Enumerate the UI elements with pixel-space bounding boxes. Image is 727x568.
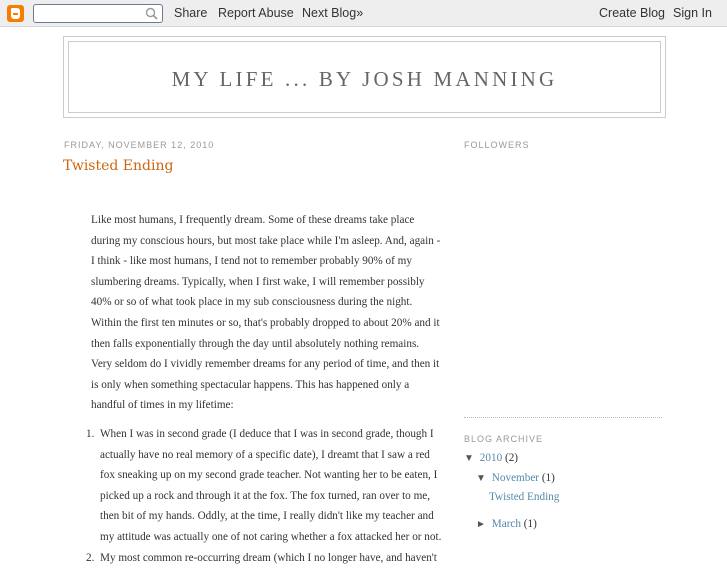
post-dream-list <box>86 424 446 568</box>
blog-archive-heading: BLOG ARCHIVE <box>464 434 544 444</box>
archive-month-link[interactable]: March <box>491 518 521 530</box>
archive-post-link[interactable]: Twisted Ending <box>489 491 560 503</box>
search-icon[interactable] <box>145 7 158 20</box>
list-text: My most common re-occurring dream (which I no longer have, and haven't <box>100 551 437 564</box>
blogger-navbar <box>0 0 727 27</box>
archive-year-count: (2) <box>504 452 519 464</box>
blog-title[interactable]: MY LIFE ... BY JOSH MANNING <box>171 67 558 91</box>
report-abuse-link[interactable]: Report Abuse <box>218 6 294 20</box>
logo-b-stroke <box>13 13 18 15</box>
archive-year-link[interactable]: 2010 <box>479 452 503 464</box>
archive-month-count: (1) <box>541 472 555 484</box>
post-body-intro: Like most humans, I frequently dream. Some of these dreams take place during my conscious hours, but most take place while I'm asleep. And, again - I think - like most humans, I tend not to remember probably 90% of my slumbering dreams. Typically, when I first wake, I will remember possibly 40% or so of what took place in my sub consciousness during the night. Within the first ten minutes or so, that's probably dropped to about 20% and it then falls exponentially through the day until absolutely nothing remains. Very seldom do I vividly remember dreams for any period of time, and then it is only when something spectacular happens. This has happened only a handful of times in my lifetime: <box>91 214 441 412</box>
list-number: 2. <box>86 551 95 564</box>
list-item <box>86 548 446 568</box>
collapse-triangle-icon[interactable]: ▼ <box>476 473 486 484</box>
expand-triangle-icon[interactable]: ► <box>476 519 486 530</box>
post-date: FRIDAY, NOVEMBER 12, 2010 <box>64 140 215 150</box>
sidebar-divider <box>464 417 662 418</box>
followers-heading: FOLLOWERS <box>464 140 530 150</box>
blog-header <box>63 36 666 118</box>
archive-month-count: (1) <box>523 518 537 530</box>
list-item <box>86 424 446 548</box>
archive-month-march <box>476 518 537 530</box>
list-number: 1. <box>86 428 95 440</box>
next-blog-link[interactable]: Next Blog» <box>302 6 364 20</box>
post-title[interactable]: Twisted Ending <box>63 158 174 174</box>
share-link[interactable]: Share <box>174 6 208 20</box>
archive-month-link[interactable]: November <box>491 472 540 484</box>
blogger-logo-icon[interactable] <box>7 5 24 22</box>
archive-post-twisted-ending <box>489 491 559 503</box>
list-text: When I was in second grade (I deduce that I was in second grade, though I actually have no real memory of a specific date), I dreamt that I saw a red fox sneaking up on my second grade teacher. Not wanting her to be eaten, I picked up a rock and through it at the fox. The fox turned, ran over to me, then bit of my hands. Oddly, at the time, I really didn't like my teacher and my attitude was actually one of not caring whether a fox attacked her or not. <box>100 428 442 543</box>
sign-in-link[interactable]: Sign In <box>673 6 712 20</box>
archive-year-2010 <box>464 452 518 464</box>
create-blog-link[interactable]: Create Blog <box>599 6 666 20</box>
search-input[interactable] <box>33 4 163 23</box>
collapse-triangle-icon[interactable]: ▼ <box>464 453 474 464</box>
archive-month-november <box>476 472 555 484</box>
blog-header-inner <box>68 41 661 113</box>
